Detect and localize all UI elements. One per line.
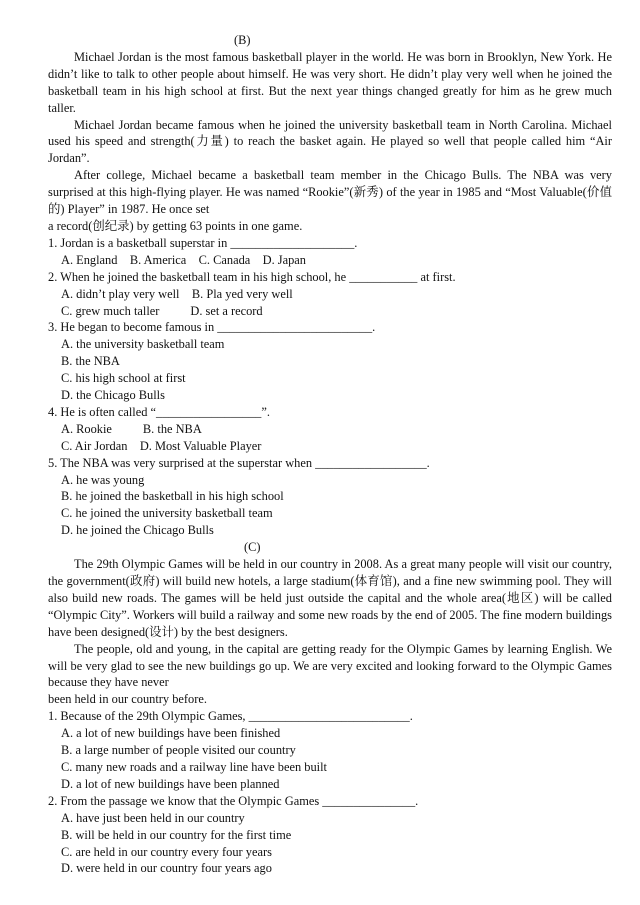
option-line: D. were held in our country four years ago	[61, 861, 272, 876]
section-b-question-1	[48, 235, 612, 269]
question-text: 1. Jordan is a basketball superstar in ____________________.	[48, 235, 358, 250]
question-text: 2. When he joined the basketball team in his high school, he ___________ at first.	[48, 269, 456, 284]
section-c-paragraph-2: The people, old and young, in the capital are getting ready for the Olympic Games by learning English. We will be very glad to see the new buildings go up. We are very excited and looking forward to the Olympic Games because they have never	[48, 641, 612, 690]
section-b-continuation: a record(创纪录) by getting 63 points in one game.	[48, 218, 303, 233]
option-line: A. have just been held in our country	[61, 810, 245, 825]
section-c-heading: (C)	[244, 540, 261, 555]
section-c-continuation: been held in our country before.	[48, 692, 207, 707]
option-line: C. many new roads and a railway line have been built	[61, 759, 327, 774]
section-b-question-4	[48, 404, 612, 455]
option-line: A. a lot of new buildings have been finished	[61, 726, 281, 741]
section-b-paragraph-3: After college, Michael became a basketball team member in the Chicago Bulls. The NBA was very surprised at this high-flying player. He was named “Rookie”(新秀) of the year in 1985 and “Most Valuable(价值的) Player” in 1987. He once set	[48, 168, 612, 217]
question-text: 5. The NBA was very surprised at the superstar when __________________.	[48, 455, 430, 470]
option-line: A. the university basketball team	[61, 337, 225, 352]
section-b-paragraph-2: Michael Jordan became famous when he joined the university basketball team in North Carolina. Michael used his speed and strength(力量) to reach the basket again. He played so well that people called him “Air Jordan”.	[48, 117, 612, 166]
question-text: 1. Because of the 29th Olympic Games, __________________________.	[48, 709, 413, 724]
option-line: A. Rookie B. the NBA	[61, 421, 202, 436]
section-b-paragraph-1: Michael Jordan is the most famous basketball player in the world. He was born in Brooklyn, New York. He didn’t like to talk to other people about himself. He was very short. He didn’t play very well when he joined the basketball team in his high school at first. But the next year things changed greatly for him as he grew much taller.	[48, 49, 612, 115]
question-text: 2. From the passage we know that the Olympic Games _______________.	[48, 793, 419, 808]
section-c-paragraph-1: The 29th Olympic Games will be held in our country in 2008. As a great many people will visit our country, the government(政府) will build new hotels, a large stadium(体育馆), and a fine new swimming pool. They will also build new roads. The games will be held just outside the capital and the whole area(地区) will be called “Olympic City”. Workers will build a railway and some new roads by the end of 2005. The fine modern buildings have been designed(设计) by the best designers.	[48, 557, 612, 639]
option-line: C. he joined the university basketball team	[61, 506, 273, 521]
section-b-heading: (B)	[234, 33, 251, 47]
option-line: B. will be held in our country for the first time	[61, 827, 292, 842]
option-line: C. Air Jordan D. Most Valuable Player	[61, 438, 262, 453]
option-line: B. the NBA	[61, 354, 120, 369]
option-line: A. England B. America C. Canada D. Japan	[61, 252, 307, 267]
option-line: B. a large number of people visited our country	[61, 743, 296, 758]
option-line: A. he was young	[61, 472, 145, 487]
option-line: D. the Chicago Bulls	[61, 388, 165, 403]
option-line: D. a lot of new buildings have been planned	[61, 776, 280, 791]
option-line: C. his high school at first	[61, 371, 186, 386]
section-b-question-5	[48, 455, 612, 540]
option-line: B. he joined the basketball in his high school	[61, 489, 284, 504]
option-line: C. are held in our country every four years	[61, 844, 272, 859]
question-text: 3. He began to become famous in _________________________.	[48, 320, 376, 335]
option-line: A. didn’t play very well B. Pla yed very well	[61, 286, 293, 301]
question-text: 4. He is often called “_________________”.	[48, 404, 270, 419]
section-c-question-1	[48, 708, 612, 793]
option-line: C. grew much taller D. set a record	[61, 303, 263, 318]
section-c-question-2	[48, 793, 612, 878]
section-b-question-3	[48, 319, 612, 404]
option-line: D. he joined the Chicago Bulls	[61, 523, 214, 538]
section-b-question-2	[48, 269, 612, 320]
